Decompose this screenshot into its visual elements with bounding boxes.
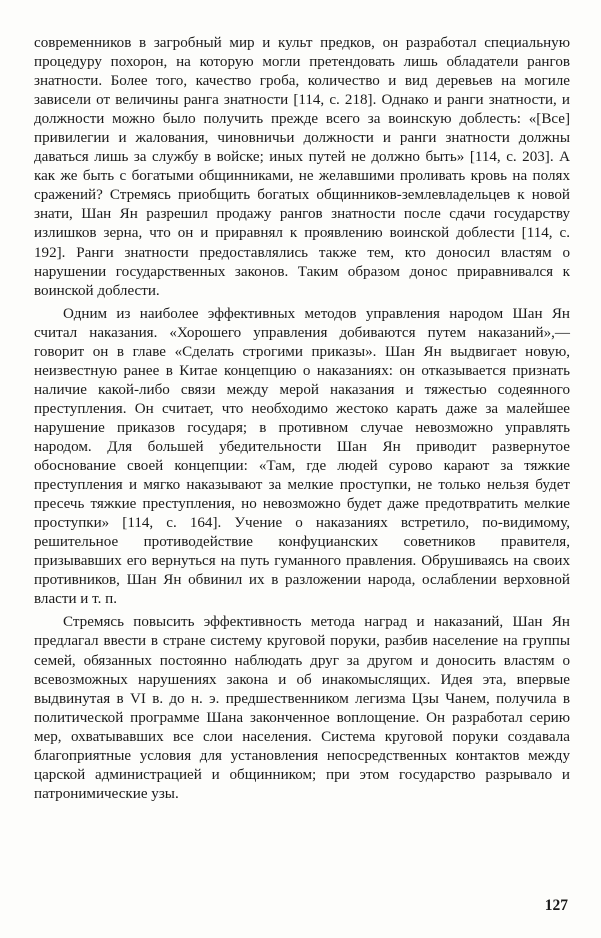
page-number: 127 (544, 897, 568, 914)
paragraph-1: современников в загробный мир и культ предков, он разработал специальную процедуру похорон, на которую могли претендовать лишь обладатели рангов знатности. Более того, качество гроба, количество и вид деревьев на могиле зависели от величины ранга знатности [114, с. 218]. Однако и ранги знатности, и должности можно было получить прежде всего за воинскую доблесть: «[Все] привилегии и жалования, чиновничьи должности и ранги знатности должны даваться лишь за службу в войске; иных путей не должно быть» [114, с. 203]. А как же быть с богатыми общинниками, не желавшими проливать кровь на полях сражений? Стремясь приобщить богатых общинников-землевладельцев к новой знати, Шан Ян разрешил продажу рангов знатности после сдачи государству излишков зерна, что он и приравнял к проявлению воинской доблести [114, с. 192]. Ранги знатности предоставлялись также тем, кто доносил властям о нарушении государственных законов. Таким образом донос приравнивался к воинской доблести. (34, 35, 570, 299)
paragraph-3: Стремясь повысить эффективность метода наград и наказаний, Шан Ян предлагал ввести в стране систему круговой поруки, разбив население на группы семей, обязанных постоянно наблюдать друг за другом и доносить властям о всевозможных нарушениях закона и об инакомыслящих. Идея эта, впервые выдвинутая в VI в. до н. э. предшественником легизма Цзы Чанем, получила в политической программе Шана законченное воплощение. Он разработал серию мер, охватывавших все слои населения. Система круговой поруки создавала благоприятные условия для установления непосредственных контактов между царской администрацией и общинником; при этом государство разрывало и патронимические узы. (34, 614, 570, 802)
body-text (34, 34, 570, 804)
paragraph-2: Одним из наиболее эффективных методов управления народом Шан Ян считал наказания. «Хорошего управления добиваются путем наказаний»,— говорит он в главе «Сделать строгими приказы». Шан Ян выдвигает новую, неизвестную ранее в Китае концепцию о наказаниях: он отказывается признать наличие какой-либо связи между мерой наказания и тяжестью содеянного преступления. Он считает, что необходимо жестоко карать даже за малейшее нарушение приказов государя; в противном случае невозможно управлять народом. Для большей убедительности Шан Ян приводит развернутое обоснование своей концепции: «Там, где людей сурово карают за тяжкие преступления и мягко наказывают за мелкие проступки, не только нельзя будет пресечь тяжкие преступления, но невозможно будет даже предотвратить мелкие проступки» [114, с. 164]. Учение о наказаниях встретило, по-видимому, решительное противодействие конфуцианских советников правителя, призывавших его вернуться на путь гуманного правления. Обрушиваясь на своих противников, Шан Ян обвинил их в разложении народа, ослаблении верховной власти и т. п. (34, 305, 570, 608)
